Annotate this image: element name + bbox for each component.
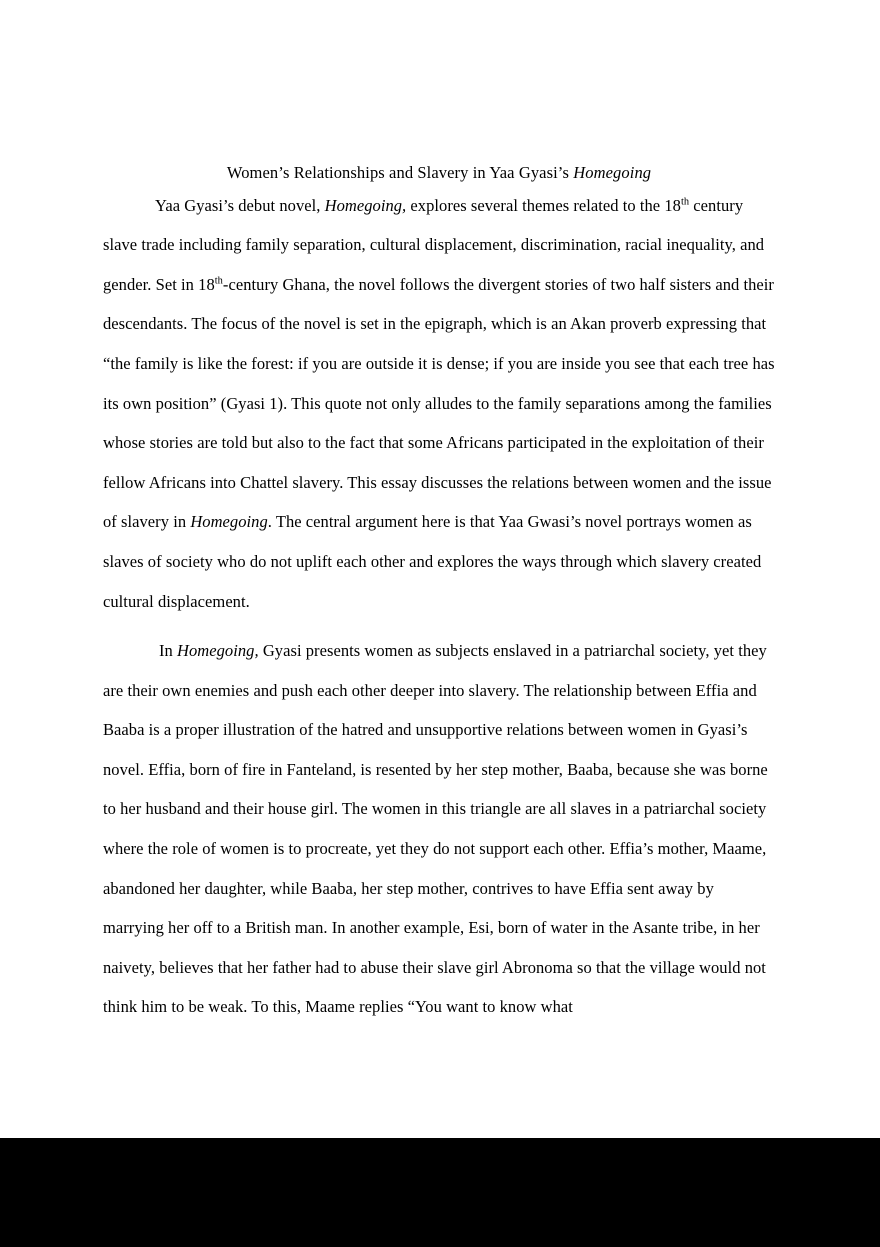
title-book-name: Homegoing — [573, 163, 652, 182]
p1-superscript-2: th — [214, 275, 223, 287]
title-text: Women’s Relationships and Slavery in Yaa Gyasi’s — [226, 163, 574, 182]
p1-superscript-1: th — [680, 196, 690, 208]
page-bottom-letterbox — [0, 1138, 880, 1247]
p1-italic-homegoing-1: Homegoing, — [324, 195, 407, 215]
document-body — [103, 160, 775, 1027]
p2-seg1: In — [159, 641, 178, 661]
paragraph-2 — [103, 631, 775, 1027]
p1-seg4: -century Ghana, the novel follows the divergent stories of two half sisters and their descendants. The focus of the novel is set in the epigraph, which is an Akan proverb expressing that “the family is like the forest: if you are outside it is dense; if you are inside you see that each tree has its own position” (Gyasi 1). This quote not only alludes to the family separations among the families whose stories are told but also to the fact that some Africans participated in the exploitation of their fellow Africans into Chattel slavery. This essay discusses the relations between women and the issue of slavery in — [103, 274, 775, 532]
page-title — [103, 160, 775, 186]
p1-seg5: . The central argument here is that Yaa Gwasi’s novel portrays women as slaves of society who do not uplift each other and explores the ways through which slavery created cultural displacement. — [103, 512, 762, 611]
p2-italic-homegoing-1: Homegoing, — [177, 641, 259, 661]
p1-seg3: century slave trade including family separation, cultural displacement, discrimination, racial inequality, and gender. Set in 18 — [103, 195, 765, 294]
p1-seg2: explores several themes related to the 18 — [406, 195, 681, 215]
p2-seg2: Gyasi presents women as subjects enslaved in a patriarchal society, yet they are their own enemies and push each other deeper into slavery. The relationship between Effia and Baaba is a proper illustration of the hatred and unsupportive relations between women in Gyasi’s novel. Effia, born of fire in Fanteland, is resented by her step mother, Baaba, because she was borne to her husband and their house girl. The women in this triangle are all slaves in a patriarchal society where the role of women is to procreate, yet they do not support each other. Effia’s mother, Maame, abandoned her daughter, while Baaba, her step mother, contrives to have Effia sent away by marrying her off to a British man. In another example, Esi, born of water in the Asante tribe, in her naivety, believes that her father had to abuse their slave girl Abronoma so that the village would not think him to be weak. To this, Maame replies “You want to know what — [103, 641, 768, 1017]
paragraph-1 — [103, 186, 775, 622]
p1-italic-homegoing-2: Homegoing — [190, 512, 268, 532]
p1-seg1: Yaa Gyasi’s debut novel, — [155, 195, 325, 215]
